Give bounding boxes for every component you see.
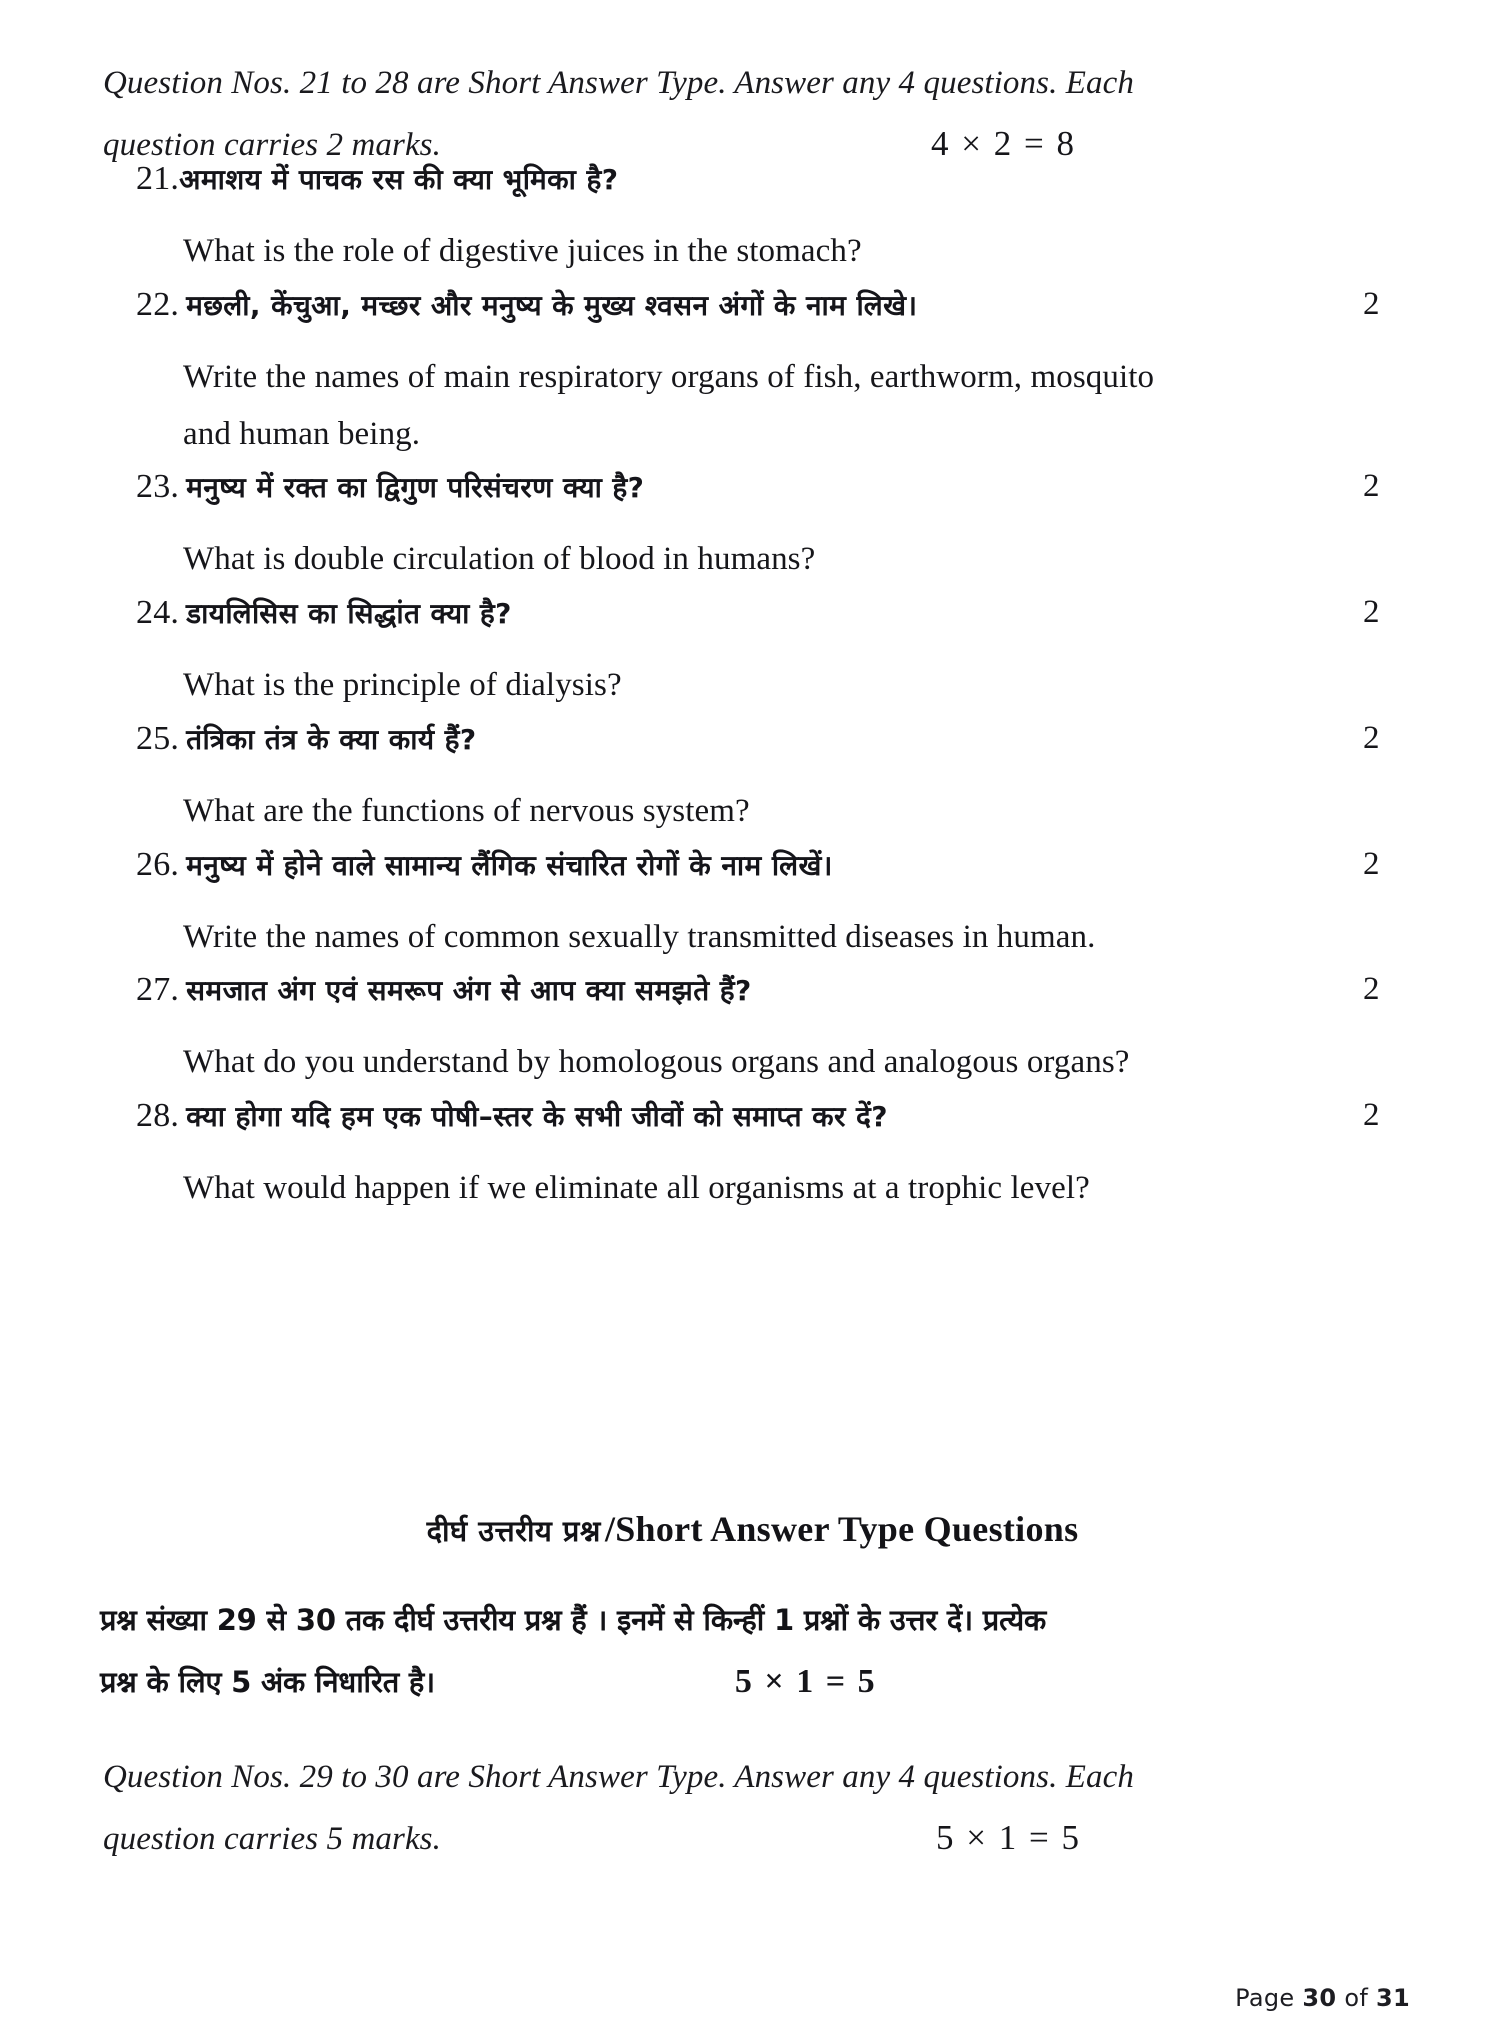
question-text-english: What is the role of digestive juices in the stomach?: [183, 233, 862, 269]
lower-instruction-hindi-line1: प्रश्न संख्या 29 से 30 तक दीर्घ उत्तरीय प्रश्न हैं । इनमें से किन्हीं 1 प्रश्नों के उत्तर दें। प्रत्येक: [100, 1603, 1047, 1637]
question-text-english: What do you understand by homologous organs and analogous organs?: [183, 1044, 1130, 1081]
page-footer: [1235, 1984, 1410, 2012]
question-number: 23.: [136, 468, 180, 506]
question-marks: 2: [1363, 468, 1380, 505]
question-number: 21.: [136, 160, 180, 197]
question-text-hindi: मनुष्य में होने वाले सामान्य लैंगिक संचारित रोगों के नाम लिखें।: [186, 848, 833, 882]
section-heading: [0, 1508, 1505, 1550]
question-text-english: What is the principle of dialysis?: [183, 667, 622, 703]
footer-total-pages: 31: [1376, 1984, 1410, 2012]
question-marks: 2: [1363, 971, 1380, 1008]
question-item: [103, 286, 1403, 463]
footer-middle: of: [1336, 1984, 1376, 2012]
question-number: 27.: [136, 971, 180, 1009]
question-number: 24.: [136, 594, 180, 631]
header-instruction: [103, 54, 1403, 175]
question-text-english: What are the functions of nervous system?: [183, 792, 750, 829]
question-item: [103, 468, 1403, 588]
question-marks: 2: [1363, 1097, 1380, 1133]
question-text-english: What is double circulation of blood in humans?: [183, 541, 816, 578]
lower-instruction-english: [103, 1748, 1413, 1869]
question-text-english: Write the names of common sexually transmitted diseases in human.: [183, 918, 1096, 955]
question-text-hindi: तंत्रिका तंत्र के क्या कार्य हैं?: [186, 722, 477, 756]
question-text-english: What would happen if we eliminate all organisms at a trophic level?: [183, 1170, 1090, 1206]
question-number: 26.: [136, 845, 180, 883]
lower-hindi-marks-expression: 5 × 1 = 5: [734, 1662, 877, 1700]
question-number: 25.: [136, 719, 180, 757]
question-text-hindi: मनुष्य में रक्त का द्विगुण परिसंचरण क्या है?: [186, 471, 645, 505]
header-instruction-line1: Question Nos. 21 to 28 are Short Answer Type. Answer any 4 questions. Each: [103, 65, 1134, 101]
footer-prefix: Page: [1235, 1984, 1303, 2012]
question-item: [103, 1097, 1403, 1217]
question-marks: 2: [1363, 845, 1380, 882]
question-list: [103, 160, 1403, 1223]
question-text-hindi: डायलिसिस का सिद्धांत क्या है?: [186, 597, 512, 630]
question-marks: 2: [1363, 285, 1380, 322]
question-item: [103, 160, 1403, 280]
question-marks: 2: [1363, 719, 1380, 756]
question-text-english-cont: and human being.: [183, 415, 421, 452]
header-marks-expression: 4 × 2 = 8: [930, 123, 1076, 163]
lower-instruction-hindi: [100, 1592, 1410, 1715]
question-marks: 2: [1363, 594, 1380, 630]
lower-english-marks-expression: 5 × 1 = 5: [935, 1817, 1081, 1857]
header-instruction-line2: question carries 2 marks.: [103, 126, 441, 163]
lower-instruction-english-line2: question carries 5 marks.: [103, 1820, 441, 1857]
question-number: 22.: [136, 285, 180, 323]
question-text-hindi: समजात अंग एवं समरूप अंग से आप क्या समझते हैं?: [186, 974, 752, 1008]
footer-current-page: 30: [1302, 1984, 1337, 2012]
question-text-hindi: अमाशय में पाचक रस की क्या भूमिका है?: [179, 163, 619, 196]
question-number: 28.: [136, 1097, 180, 1134]
question-item: [103, 594, 1403, 714]
section-heading-english: /Short Answer Type Questions: [604, 1509, 1079, 1549]
question-item: [103, 720, 1403, 840]
question-text-hindi: क्या होगा यदि हम एक पोषी–स्तर के सभी जीवों को समाप्त कर दें?: [186, 1100, 888, 1133]
question-item: [103, 971, 1403, 1091]
question-item: [103, 846, 1403, 966]
section-heading-hindi: दीर्घ उत्तरीय प्रश्न: [426, 1514, 601, 1548]
question-text-english: Write the names of main respiratory organs of fish, earthworm, mosquito: [183, 358, 1155, 395]
lower-instruction-english-line1: Question Nos. 29 to 30 are Short Answer Type. Answer any 4 questions. Each: [103, 1759, 1134, 1795]
lower-instruction-hindi-line2: प्रश्न के लिए 5 अंक निधारित है।: [100, 1664, 435, 1699]
question-text-hindi: मछली, केंचुआ, मच्छर और मनुष्य के मुख्य श्वसन अंगों के नाम लिखे।: [186, 288, 918, 322]
